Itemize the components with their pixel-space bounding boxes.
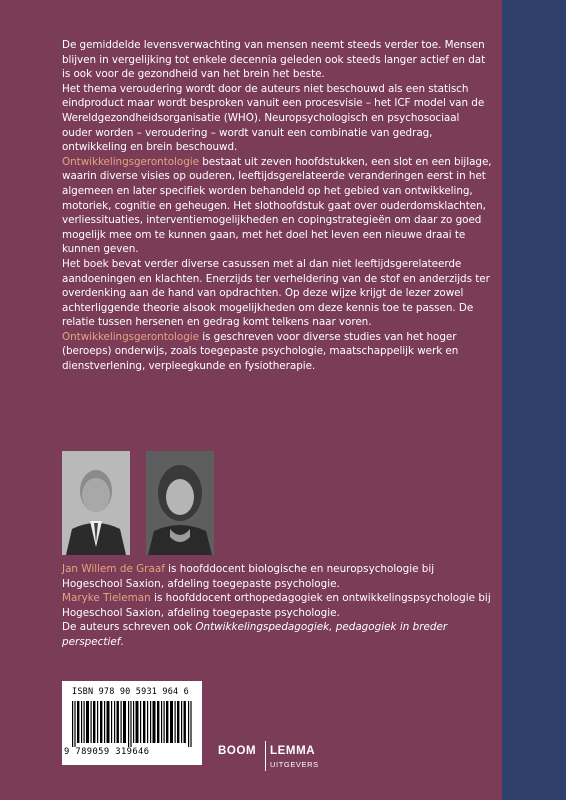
author-name-1: Jan Willem de Graaf: [62, 563, 165, 575]
barcode-area: [62, 681, 202, 765]
blurb-paragraph-5: [62, 330, 492, 374]
other-book-title: Ontwikkelingspedagogiek, pedagogiek in breder perspectief: [62, 621, 448, 648]
other-books-end: .: [120, 635, 124, 648]
barcode-digits: 9 789059 319646: [64, 747, 150, 757]
book-title-highlight: Ontwikkelingsgerontologie: [62, 330, 199, 343]
author-bio-2: [62, 591, 492, 620]
publisher-divider: [265, 741, 266, 771]
publisher-lemma: LEMMA: [270, 745, 316, 757]
author-bio-1: [62, 562, 492, 591]
blurb-paragraph-2: Het thema veroudering wordt door de auteurs niet beschouwd als een statisch eindproduct maar wordt besproken vanuit een procesvisie – het ICF model van de Wereldgezondheidsorganisatie (WHO). Neuropsychologisch en psychosociaal ouder worden – veroudering – wordt vanuit een combinatie van gedrag, ontwikkeling en brein beschouwd.: [62, 82, 485, 154]
blurb-paragraph-3: [62, 155, 492, 257]
publisher-uitgevers: UITGEVERS: [270, 760, 319, 769]
author-photo-woman: [146, 451, 214, 555]
blurb-paragraph-3-text: bestaat uit zeven hoofdstukken, een slot en een bijlage, waarin diverse visies op ouderen, leeftijdsgerelateerde veranderingen eerst in het algemeen en later specifiek worden behandeld op het gebied van ontwikkeling, motoriek, cognitie en geheugen. Het slothoofdstuk gaat over ouderdomsklachten, verliessituaties, interventiemogelijkheden en copingstrategieën om daar zo goed mogelijk mee om te kunnen gaan, met het doel het leven een nieuwe draai te kunnen geven.: [62, 155, 492, 256]
blurb-text: [62, 38, 492, 374]
author-name-2: Maryke Tieleman: [62, 592, 151, 605]
blurb-paragraph-4: Het boek bevat verder diverse casussen met al dan niet leeftijdsgerelateerde aandoeningen en klachten. Enerzijds ter verheldering van de stof en anderzijds ter overdenking aan de hand van opdrachten. Op deze wijze krijgt de lezer zowel achterliggende theorie alsook mogelijkheden om deze kennis toe te passen. De relatie tussen hersenen en gedrag komt telkens naar voren.: [62, 257, 490, 329]
blurb-paragraph-1: De gemiddelde levensverwachting van mensen neemt steeds verder toe. Mensen blijven in vergelijking tot enkele decennia geleden ook steeds langer actief en dat is ook voor de gezondheid van het brein het beste.: [62, 39, 486, 81]
author-bio-2-text: is hoofddocent orthopedagogiek en ontwikkelingspsychologie bij Hogeschool Saxion, afdeling toegepaste psychologie.: [62, 592, 491, 619]
other-books-note: [62, 620, 492, 649]
barcode-bars: [70, 701, 194, 747]
author-bios: [62, 562, 492, 650]
author-bio-1-text: is hoofddocent biologische en neuropsychologie bij Hogeschool Saxion, afdeling toegepaste psychologie.: [62, 563, 435, 590]
publisher-boom: BOOM: [218, 745, 257, 757]
blurb-paragraph-5-text: is geschreven voor diverse studies van het hoger (beroeps) onderwijs, zoals toegepaste psychologie, maatschappelijk werk en dienstverlening, verpleegkunde en fysiotherapie.: [62, 330, 459, 373]
author-photo-man: [62, 451, 130, 555]
other-books-intro: De auteurs schreven ook: [62, 621, 196, 634]
book-spine: [502, 0, 566, 800]
book-title-highlight: Ontwikkelingsgerontologie: [62, 155, 199, 168]
isbn-text: ISBN 978 90 5931 964 6: [72, 687, 189, 697]
